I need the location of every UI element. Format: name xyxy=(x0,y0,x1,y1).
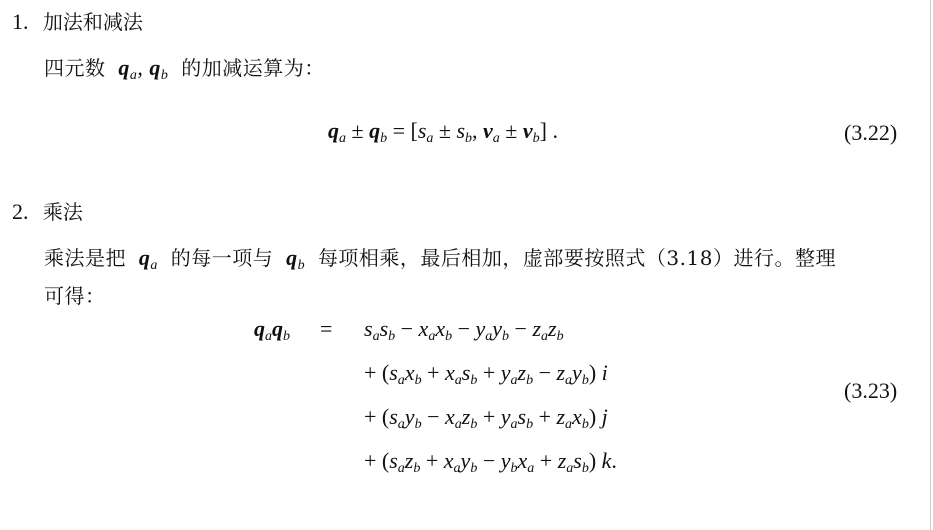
section-2-heading xyxy=(12,196,83,225)
text-a: 乘法是把 xyxy=(44,246,126,270)
symbol-qb: $q_b$ xyxy=(286,245,306,273)
section-2-title: 乘法 xyxy=(42,200,83,224)
section-2-text-line-2: 可得： xyxy=(44,284,106,308)
equation-3-23-line-3: + $(s_ay_b - x_az_b + y_as_b + z_ax_b)$ j xyxy=(364,404,608,432)
text-b: 的每一项与 xyxy=(170,246,274,270)
section-2-text-line-1 xyxy=(44,242,836,274)
equation-3-23-line-2: + $(s_ax_b + x_as_b + y_az_b - z_ay_b)$ i xyxy=(364,360,608,388)
section-1-heading xyxy=(12,6,143,35)
equation-3-22: $q_a \pm q_b = [s_a \pm s_b$, $v_a \pm v_b$] . xyxy=(328,118,558,146)
section-2-number: 2. xyxy=(12,199,29,224)
page-edge-rule xyxy=(930,0,931,530)
equation-3-23-equals: = xyxy=(320,316,333,341)
section-1-intro xyxy=(44,52,325,84)
section-1-number: 1. xyxy=(12,9,29,34)
symbol-qa: $q_a$ xyxy=(138,245,158,273)
section-1-title: 加法和减法 xyxy=(42,10,143,34)
text-c: 每项相乘，最后相加，虚部要按照式（3.18）进行。整理 xyxy=(317,246,836,270)
quaternion-symbols: $q_a$, $q_b$ xyxy=(118,55,169,83)
intro-suffix: 的加减运算为： xyxy=(181,56,325,80)
equation-3-23-line-4: + $(s_az_b + x_ay_b - y_bx_a + z_as_b)$ k. xyxy=(364,448,617,476)
equation-number-3-22: (3.22) xyxy=(844,120,898,145)
equation-number-3-23: (3.23) xyxy=(844,378,898,403)
equation-3-23-lhs: $q_aq_b$ xyxy=(254,316,290,344)
intro-prefix: 四元数 xyxy=(44,56,106,80)
equation-3-23-line-1: $s_as_b - x_ax_b - y_ay_b - z_az_b$ xyxy=(364,316,564,344)
